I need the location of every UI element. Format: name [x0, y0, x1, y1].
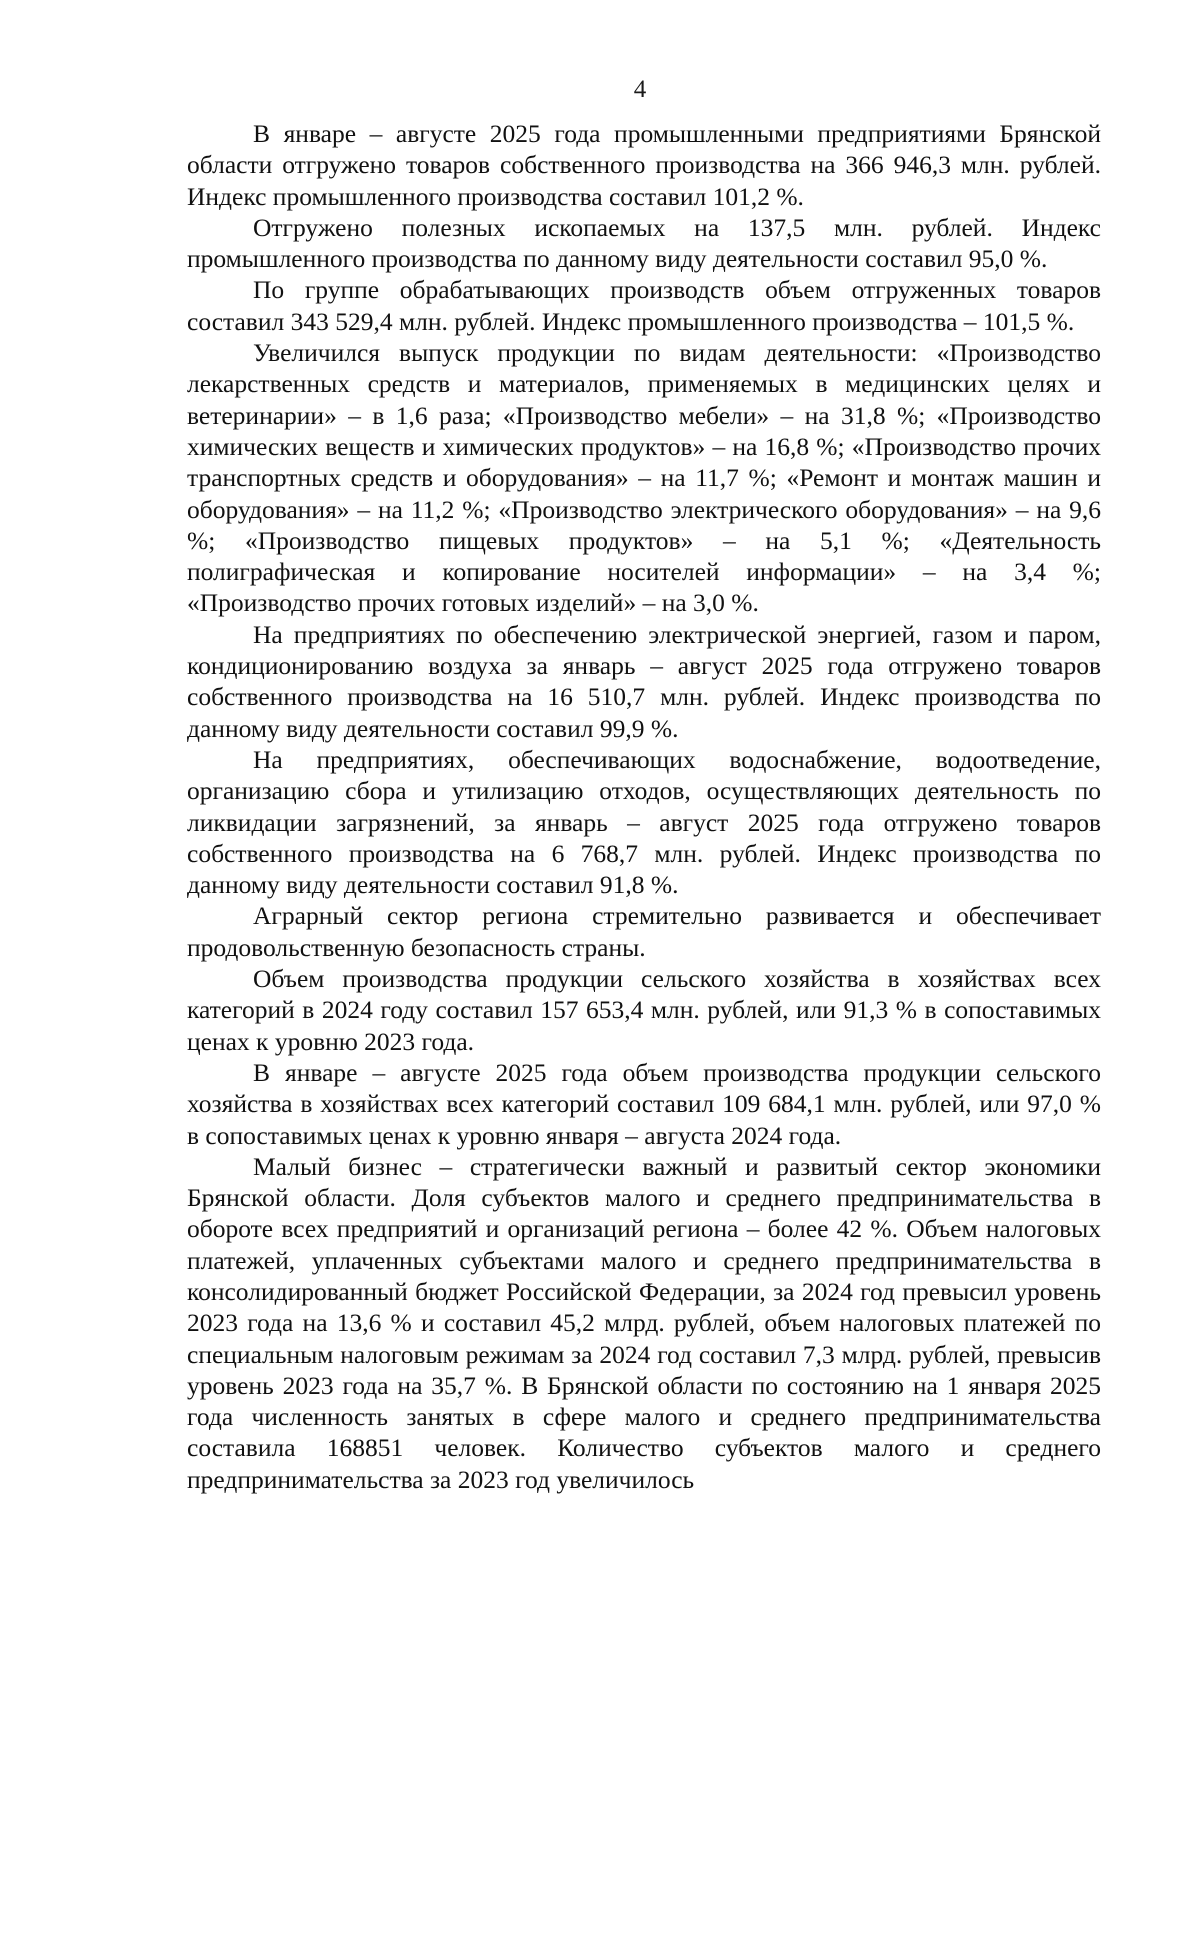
- paragraph-agriculture-2024: Объем производства продукции сельского хозяйства в хозяйствах всех категорий в 2024 году составил 157 653,4 млн. рублей, или 91,3 % в сопоставимых ценах к уровню 2023 года.: [187, 964, 1101, 1056]
- paragraph-agrarian-sector: Аграрный сектор региона стремительно развивается и обеспечивает продовольственную безопасность страны.: [187, 901, 1101, 962]
- paragraph-agriculture-2025: В январе – августе 2025 года объем производства продукции сельского хозяйства в хозяйствах всех категорий составил 109 684,1 млн. рублей, или 97,0 % в сопоставимых ценах к уровню января – августа 2024 года.: [187, 1057, 1101, 1150]
- paragraph-small-business: Малый бизнес – стратегически важный и развитый сектор экономики Брянской области. Доля субъектов малого и среднего предпринимательства в обороте всех предприятий и организаций региона – более 42 %. Объем налоговых платежей, уплаченных субъектами малого и среднего предпринимательства в консолидированный бюджет Российской Федерации, за 2024 год превысил уровень 2023 года на 13,6 % и составил 45,2 млрд. рублей, объем налоговых платежей по специальным налоговым режимам за 2024 год составил 7,3 млрд. рублей, превысив уровень 2023 года на 35,7 %. В Брянской области по состоянию на 1 января 2025 года численность занятых в сфере малого и среднего предпринимательства составила 168851 человек. Количество субъектов малого и среднего предпринимательства за 2023 год увеличилось: [187, 1151, 1101, 1494]
- paragraph-mining: Отгружено полезных ископаемых на 137,5 млн. рублей. Индекс промышленного производства по данному виду деятельности составил 95,0 %.: [187, 212, 1101, 274]
- page-number: 4: [633, 76, 647, 103]
- paragraph-industry-total: В январе – августе 2025 года промышленными предприятиями Брянской области отгружено товаров собственного производства на 366 946,3 млн. рублей. Индекс промышленного производства составил 101,2 %.: [187, 119, 1101, 211]
- paragraph-water-supply: На предприятиях, обеспечивающих водоснабжение, водоотведение, организацию сбора и утилизацию отходов, осуществляющих деятельность по ликвидации загрязнений, за январь – август 2025 года отгружено товаров собственного производства на 6 768,7 млн. рублей. Индекс производства по данному виду деятельности составил 91,8 %.: [187, 744, 1101, 900]
- paragraph-output-growth: Увеличился выпуск продукции по видам деятельности: «Производство лекарственных средств и материалов, применяемых в медицинских целях и ветеринарии» – в 1,6 раза; «Производство мебели» – на 31,8 %; «Производство химических веществ и химических продуктов» – на 16,8 %; «Производство прочих транспортных средств и оборудования» – на 11,7 %; «Ремонт и монтаж машин и оборудования» – на 11,2 %; «Производство электрического оборудования» – на 9,6 %; «Производство пищевых продуктов» – на 5,1 %; «Деятельность полиграфическая и копирование носителей информации» – на 3,4 %; «Производство прочих готовых изделий» – на 3,0 %.: [187, 338, 1101, 618]
- document-body: [187, 118, 1101, 1495]
- paragraph-manufacturing: По группе обрабатывающих производств объем отгруженных товаров составил 343 529,4 млн. рублей. Индекс промышленного производства – 101,5 %.: [187, 275, 1101, 336]
- paragraph-energy: На предприятиях по обеспечению электрической энергией, газом и паром, кондиционированию воздуха за январь – август 2025 года отгружено товаров собственного производства на 16 510,7 млн. рублей. Индекс производства по данному виду деятельности составил 99,9 %.: [187, 619, 1101, 743]
